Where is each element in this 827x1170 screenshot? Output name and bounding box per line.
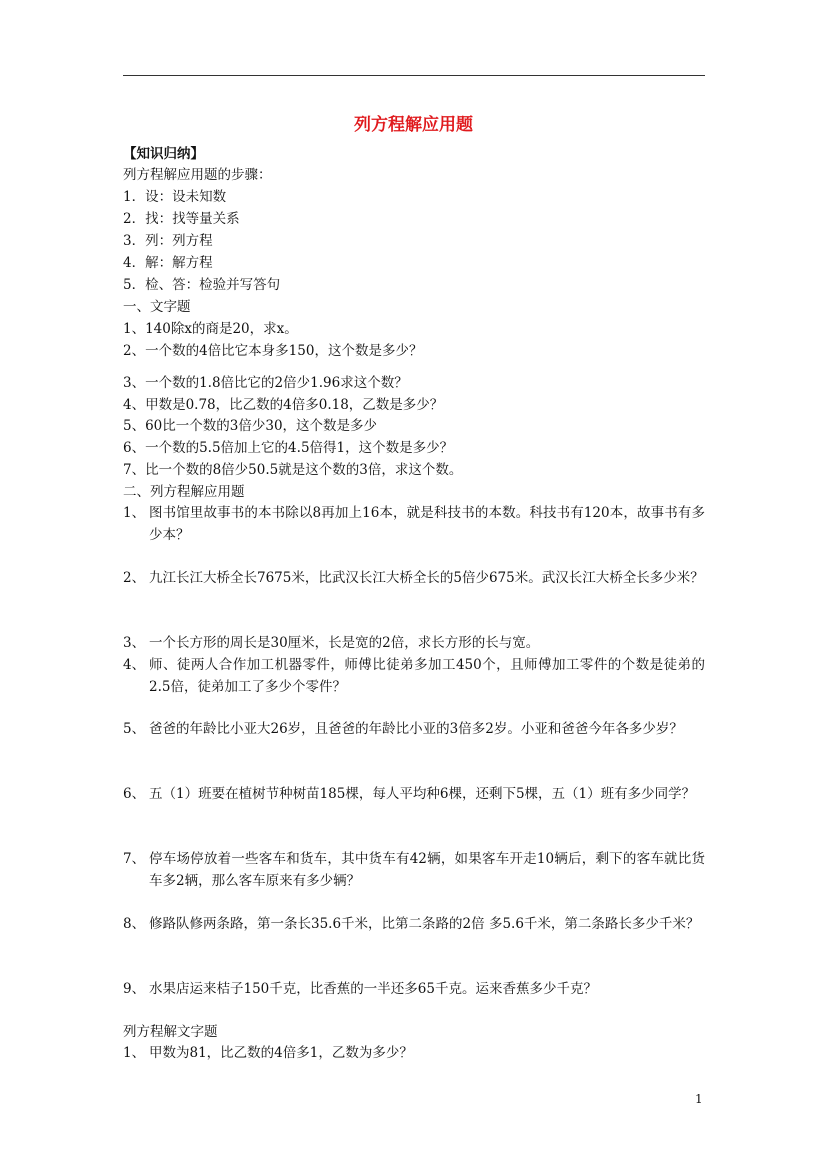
problem-number: 8、 [123, 916, 146, 932]
problem-number: 9、 [123, 981, 146, 997]
problem-text: 修路队修两条路，第一条长35.6千米，比第二条路的2倍 多5.6千米，第二条路长多少千米？ [149, 916, 700, 932]
problem-text: 五（1）班要在植树节种树苗185棵，每人平均种6棵，还剩下5棵，五（1）班有多少同学？ [149, 786, 696, 802]
step-item: 1．设：设未知数 [123, 189, 227, 205]
problem-number: 3、 [123, 635, 146, 651]
application-problem [123, 783, 705, 805]
application-problem [123, 978, 705, 1000]
problem-text: 一个长方形的周长是30厘米，长是宽的2倍，求长方形的长与宽。 [149, 635, 540, 651]
problem-text: 甲数为81，比乙数的4倍多1，乙数为多少？ [149, 1045, 413, 1061]
application-problem [123, 567, 705, 589]
application-problem [123, 913, 705, 935]
section1-heading: 一、文字题 [123, 299, 191, 315]
word-problem: 3、一个数的1.8倍比它的2倍少1.96求这个数？ [123, 375, 408, 391]
word-problem: 5、60比一个数的3倍少30，这个数是多少 [123, 418, 378, 434]
word-problem: 1、140除x的商是20，求x。 [123, 321, 298, 337]
problem-text: 停车场停放着一些客车和货车，其中货车有42辆，如果客车开走10辆后，剩下的客车就比货车多2辆，那么客车原来有多少辆？ [149, 851, 705, 889]
problem-number: 2、 [123, 570, 146, 586]
problem-number: 6、 [123, 786, 146, 802]
problem-text: 图书馆里故事书的本书除以8再加上16本，就是科技书的本数。科技书有120本，故事书有多少本？ [149, 505, 705, 543]
problem-number: 4、 [123, 657, 146, 673]
application-problem [123, 848, 705, 892]
page-number: 1 [695, 1092, 703, 1106]
steps-intro: 列方程解应用题的步骤： [123, 167, 272, 183]
step-item: 5．检、答：检验并写答句 [123, 277, 281, 293]
word-problem: 7、比一个数的8倍少50.5就是这个数的3倍，求这个数。 [123, 462, 463, 478]
word-problem [123, 1042, 705, 1064]
header-rule [123, 75, 705, 76]
application-problem [123, 718, 705, 740]
word-problem: 6、一个数的5.5倍加上它的4.5倍得1，这个数是多少？ [123, 440, 454, 456]
problem-text: 九江长江大桥全长7675米，比武汉长江大桥全长的5倍少675米。武汉长江大桥全长多少米？ [149, 570, 704, 586]
problem-text: 爸爸的年龄比小亚大26岁，且爸爸的年龄比小亚的3倍多2岁。小亚和爸爸今年各多少岁？ [149, 721, 683, 737]
step-item: 4．解：解方程 [123, 255, 213, 271]
word-problem: 4、甲数是0.78，比乙数的4倍多0.18，乙数是多少？ [123, 397, 444, 413]
problem-number: 5、 [123, 721, 146, 737]
problem-text: 水果店运来桔子150千克，比香蕉的一半还多65千克。运来香蕉多少千克？ [149, 981, 597, 997]
problem-text: 师、徒两人合作加工机器零件，师傅比徒弟多加工450个，且师傅加工零件的个数是徒弟的2.5倍，徒弟加工了多少个零件？ [149, 657, 705, 695]
section2-heading: 二、列方程解应用题 [123, 484, 245, 500]
application-problem [123, 654, 705, 698]
section3-heading: 列方程解文字题 [123, 1024, 218, 1040]
page-title: 列方程解应用题 [354, 115, 473, 135]
application-problem [123, 632, 705, 654]
problem-number: 1、 [123, 505, 146, 521]
problem-number: 7、 [123, 851, 146, 867]
step-item: 3．列：列方程 [123, 233, 213, 249]
knowledge-heading: 【知识归纳】 [123, 146, 204, 162]
problem-number: 1、 [123, 1045, 146, 1061]
word-problem: 2、一个数的4倍比它本身多150，这个数是多少？ [123, 343, 423, 359]
application-problem [123, 502, 705, 546]
step-item: 2．找：找等量关系 [123, 211, 240, 227]
